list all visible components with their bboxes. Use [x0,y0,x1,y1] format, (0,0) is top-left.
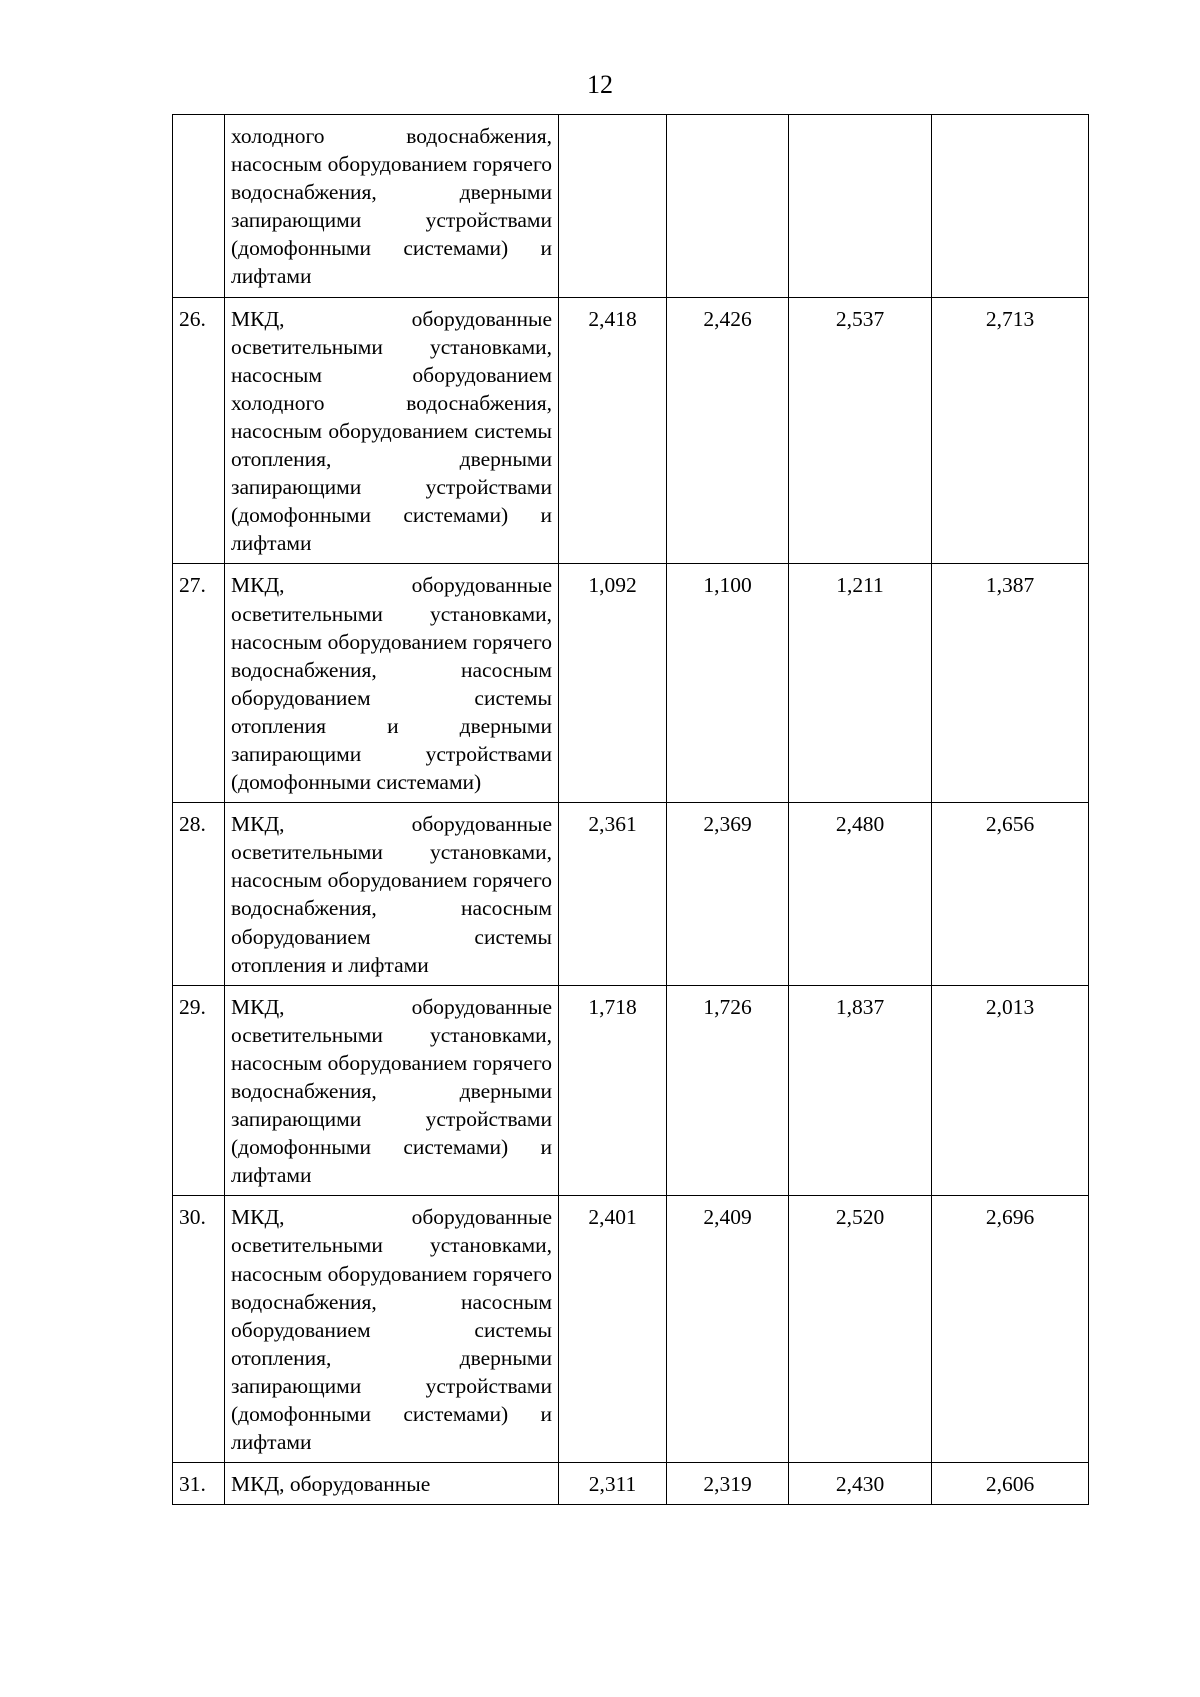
row-description: холодного водоснабжения, насосным оборудованием горячего водоснабжения, дверными запирающими устройствами (домофонными системами) и лифтами [225,115,559,298]
value-cell: 2,656 [932,803,1089,986]
value-cell: 2,361 [559,803,667,986]
tariff-table [172,114,1089,1505]
value-cell: 1,837 [789,985,932,1196]
row-description: МКД, оборудованные осветительными установками, насосным оборудованием горячего водоснабжения, насосным оборудованием системы отопления и дверными запирающими устройствами (домофонными системами) [225,564,559,803]
page-number: 12 [587,70,613,99]
value-cell [932,115,1089,298]
row-number: 31. [173,1463,225,1505]
value-cell: 1,211 [789,564,932,803]
value-cell [789,115,932,298]
value-cell: 2,319 [667,1463,789,1505]
table-row [173,1196,1089,1463]
value-cell: 1,718 [559,985,667,1196]
value-cell: 1,100 [667,564,789,803]
value-cell [559,115,667,298]
value-cell: 2,409 [667,1196,789,1463]
row-description: МКД, оборудованные осветительными установками, насосным оборудованием горячего водоснабжения, насосным оборудованием системы отопления, дверными запирающими устройствами (домофонными системами) и лифтами [225,1196,559,1463]
value-cell: 2,430 [789,1463,932,1505]
row-description: МКД, оборудованные осветительными установками, насосным оборудованием горячего водоснабжения, дверными запирающими устройствами (домофонными системами) и лифтами [225,985,559,1196]
value-cell: 2,369 [667,803,789,986]
value-cell: 1,092 [559,564,667,803]
row-number: 26. [173,297,225,564]
value-cell: 2,537 [789,297,932,564]
row-description: МКД, оборудованные осветительными установками, насосным оборудованием холодного водоснабжения, насосным оборудованием системы отопления, дверными запирающими устройствами (домофонными системами) и лифтами [225,297,559,564]
table-row [173,564,1089,803]
value-cell: 2,696 [932,1196,1089,1463]
table-row [173,1463,1089,1505]
value-cell: 2,480 [789,803,932,986]
row-number: 28. [173,803,225,986]
value-cell: 2,520 [789,1196,932,1463]
value-cell: 2,013 [932,985,1089,1196]
row-number [173,115,225,298]
row-description: МКД, оборудованные [225,1463,559,1505]
table-row [173,115,1089,298]
table-row [173,985,1089,1196]
row-number: 27. [173,564,225,803]
value-cell: 1,726 [667,985,789,1196]
value-cell: 1,387 [932,564,1089,803]
value-cell: 2,311 [559,1463,667,1505]
row-number: 29. [173,985,225,1196]
table-row [173,297,1089,564]
value-cell: 2,401 [559,1196,667,1463]
table-row [173,803,1089,986]
row-number: 30. [173,1196,225,1463]
row-description: МКД, оборудованные осветительными установками, насосным оборудованием горячего водоснабжения, насосным оборудованием системы отопления и лифтами [225,803,559,986]
value-cell: 2,606 [932,1463,1089,1505]
value-cell: 2,418 [559,297,667,564]
value-cell: 2,426 [667,297,789,564]
value-cell [667,115,789,298]
value-cell: 2,713 [932,297,1089,564]
